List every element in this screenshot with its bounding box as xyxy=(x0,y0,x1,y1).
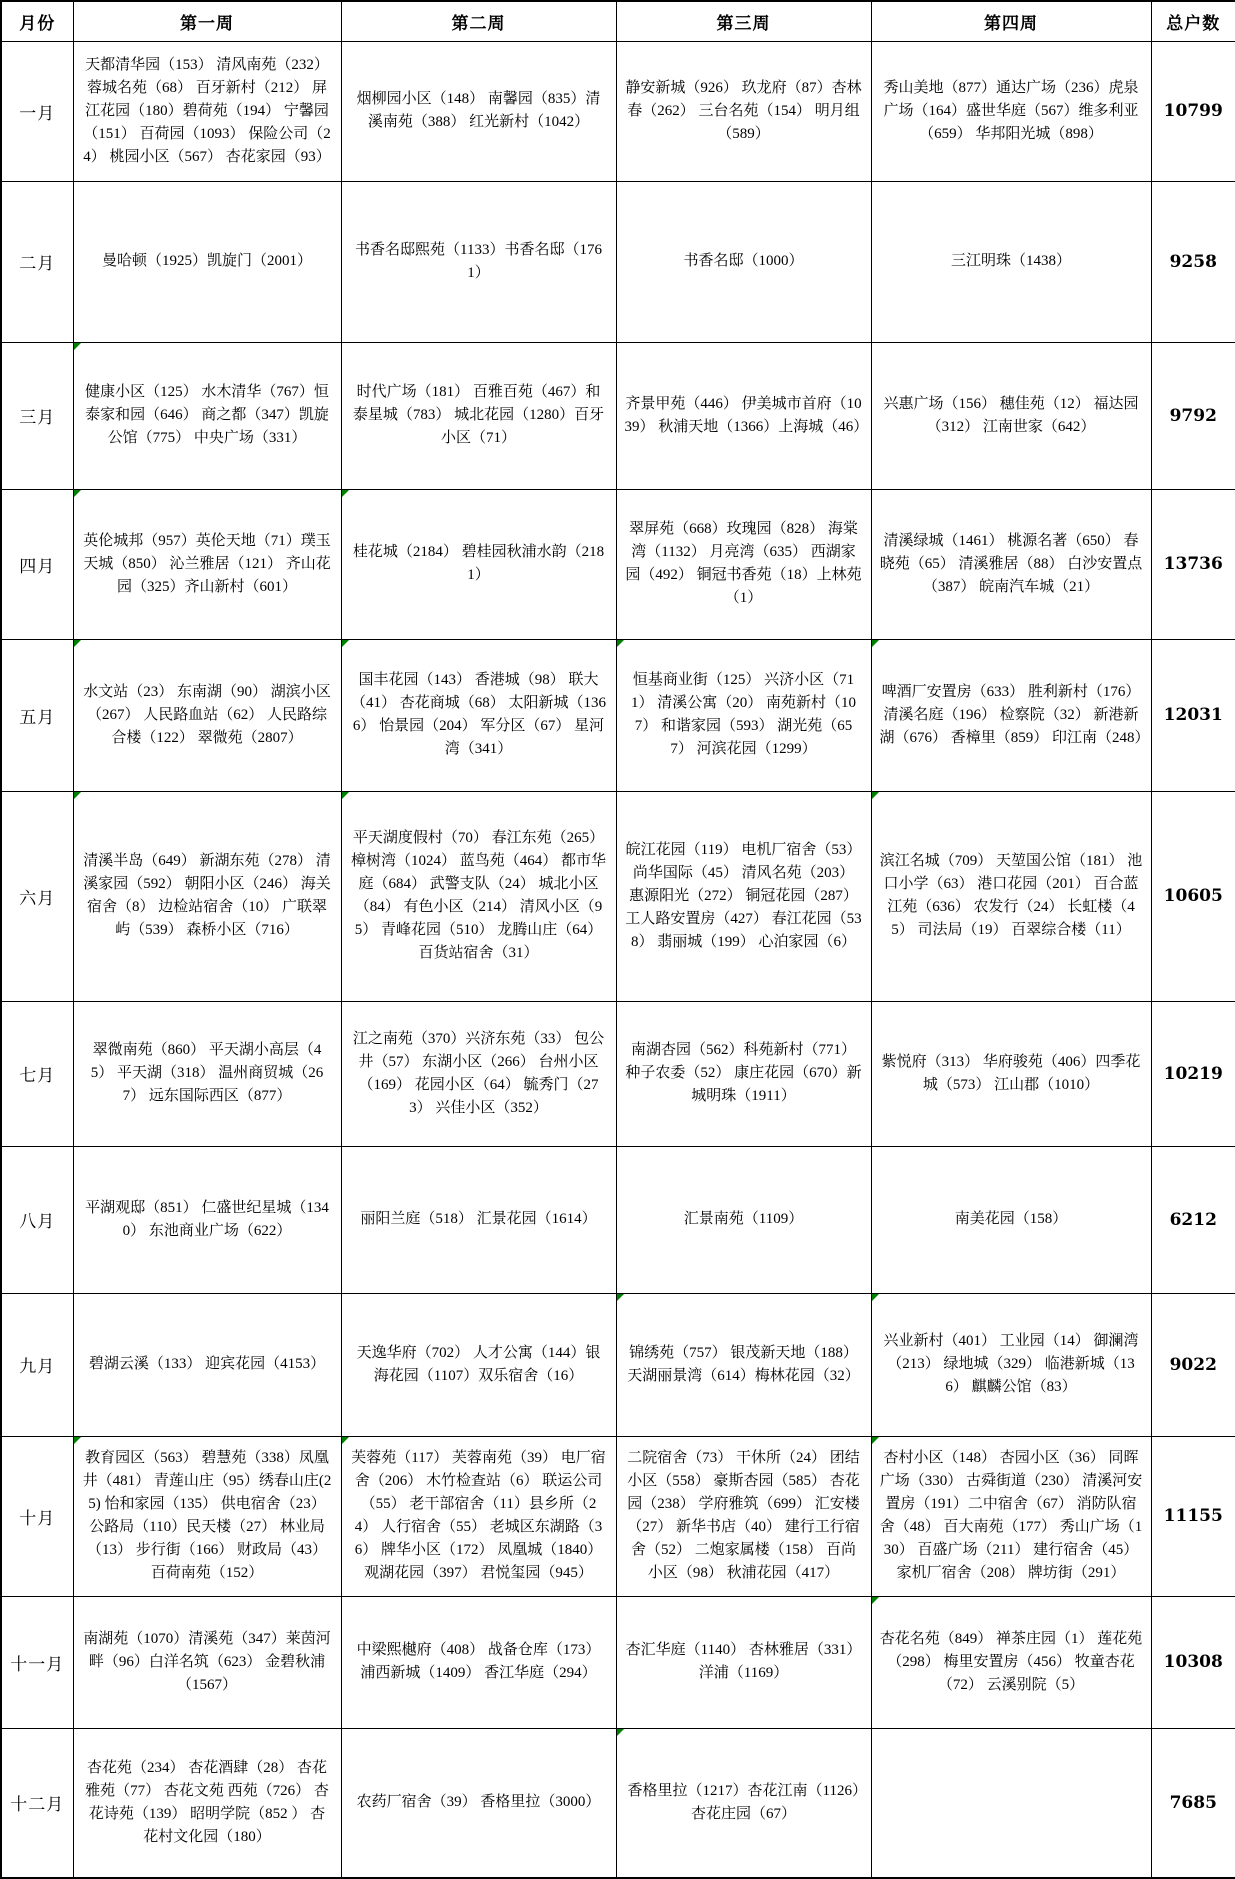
total-households-cell[interactable] xyxy=(1151,1146,1235,1293)
table-row xyxy=(1,1146,1235,1293)
week-4-communities: 杏村小区（148） 杏园小区（36） 同晖广场（330） 古舜街道（230） 清溪河安置房（191）二中宿舍（67） 消防队宿舍（48） 百大南苑（177） 秀山广场（130） 百盛广场（211） 建行宿舍（45） 家机厂宿舍（208） 牌坊街（291） xyxy=(879,1450,1143,1581)
week-2-communities: 烟柳园小区（148） 南馨园（835）清溪南苑（388） 红光新村（1042） xyxy=(356,91,601,130)
week-3-cell[interactable] xyxy=(616,639,871,791)
total-households-value: 10219 xyxy=(1163,1063,1223,1084)
comment-flag-icon xyxy=(872,1597,879,1604)
total-households-value: 11155 xyxy=(1163,1506,1223,1526)
week-1-cell[interactable] xyxy=(73,41,341,181)
week-4-cell[interactable] xyxy=(871,1001,1151,1146)
month-label: 十一月 xyxy=(10,1654,65,1674)
week-1-communities: 天都清华园（153） 清风南苑（232） 蓉城名苑（68） 百牙新村（212） 屏江花园（180）碧荷苑（194） 宁馨园（151） 百荷园（1093） 保险公司（24） 桃园小区（567） 杏花家园（93） xyxy=(83,56,331,165)
total-households-cell[interactable] xyxy=(1151,639,1235,791)
comment-flag-icon xyxy=(342,1437,349,1444)
total-households-value: 6212 xyxy=(1169,1209,1217,1230)
table-row xyxy=(1,1001,1235,1146)
week-4-cell[interactable] xyxy=(871,1146,1151,1293)
comment-flag-icon xyxy=(872,1294,879,1301)
week-4-cell[interactable] xyxy=(871,639,1151,791)
week-1-cell[interactable] xyxy=(73,1001,341,1146)
week-4-communities: 南美花园（158） xyxy=(954,1211,1068,1227)
comment-flag-icon xyxy=(872,792,879,799)
week-3-cell[interactable] xyxy=(616,41,871,181)
month-cell[interactable] xyxy=(1,489,73,639)
comment-flag-icon xyxy=(74,343,81,350)
comment-flag-icon xyxy=(872,1437,879,1444)
week-2-communities: 书香名邸熙苑（1133）书香名邸（1761） xyxy=(355,241,602,281)
month-label: 十二月 xyxy=(10,1795,65,1815)
week-2-communities: 桂花城（2184） 碧桂园秋浦水韵（2181） xyxy=(352,544,605,583)
table-body xyxy=(1,41,1235,1878)
table-header xyxy=(1,1,1235,41)
month-cell[interactable] xyxy=(1,181,73,342)
month-cell[interactable] xyxy=(1,1146,73,1293)
week-1-communities: 杏花苑（234） 杏花酒肆（28） 杏花雅苑（77） 杏花文苑 西苑（726） 杏花诗苑（139） 昭明学院（852 ） 杏花村文化园（180） xyxy=(85,1759,329,1845)
week-2-communities: 国丰花园（143） 香港城（98） 联大（41） 杏花商城（68） 太阳新城（1366） 怡景园（204） 军分区（67） 星河湾（341） xyxy=(350,672,606,757)
month-cell[interactable] xyxy=(1,1001,73,1146)
week-3-communities: 书香名邸（1000） xyxy=(683,253,804,269)
header-week-2: 第二周 xyxy=(341,1,616,41)
week-1-communities: 水文站（23） 东南湖（90） 湖滨小区（267） 人民路血站（62） 人民路综合楼（122） 翠微苑（2807） xyxy=(83,683,331,746)
month-label: 十月 xyxy=(19,1508,56,1528)
month-cell[interactable] xyxy=(1,1436,73,1596)
week-4-cell[interactable] xyxy=(871,342,1151,489)
week-1-communities: 英伦城邦（957）英伦天地（71）璞玉天城（850） 沁兰雅居（121） 齐山花园（325）齐山新村（601） xyxy=(83,532,331,595)
week-2-communities: 时代广场（181） 百雅百苑（467）和泰星城（783） 城北花园（1280）百牙小区（71） xyxy=(352,384,605,446)
week-4-communities: 杏花名苑（849） 禅茶庄园（1） 莲花苑（298） 梅里安置房（456） 牧童杏花（72） 云溪别院（5） xyxy=(879,1630,1143,1693)
comment-flag-icon xyxy=(74,490,81,497)
week-3-communities: 静安新城（926） 玖龙府（87）杏林春（262） 三台名苑（154） 明月组（589） xyxy=(625,79,862,142)
week-3-cell[interactable] xyxy=(616,1728,871,1878)
table-row xyxy=(1,639,1235,791)
week-1-cell[interactable] xyxy=(73,1293,341,1436)
comment-flag-icon xyxy=(74,640,81,647)
table-row xyxy=(1,41,1235,181)
week-4-cell[interactable] xyxy=(871,1293,1151,1436)
week-4-communities: 兴惠广场（156） 穗佳苑（12） 福达园（312） 江南世家（642） xyxy=(883,395,1139,435)
week-2-communities: 江之南苑（370）兴济东苑（33） 包公井（57） 东湖小区（266） 台州小区（169） 花园小区（64） 毓秀门（273） 兴佳小区（352） xyxy=(352,1030,605,1116)
week-1-cell[interactable] xyxy=(73,1728,341,1878)
table-row xyxy=(1,791,1235,1001)
week-3-cell[interactable] xyxy=(616,1436,871,1596)
month-label: 八月 xyxy=(19,1212,56,1231)
week-2-cell[interactable] xyxy=(341,1001,616,1146)
week-4-cell[interactable] xyxy=(871,489,1151,639)
week-2-communities: 天逸华府（702） 人才公寓（144）银海花园（1107）双乐宿舍（16） xyxy=(356,1344,601,1384)
month-cell[interactable] xyxy=(1,1596,73,1728)
week-2-communities: 丽阳兰庭（518） 汇景花园（1614） xyxy=(360,1211,597,1227)
week-2-cell[interactable] xyxy=(341,791,616,1001)
week-2-cell[interactable] xyxy=(341,41,616,181)
total-households-value: 12031 xyxy=(1163,705,1223,725)
month-label: 七月 xyxy=(19,1066,56,1085)
week-3-communities: 南湖杏园（562）科苑新村（771）种子农委（52） 康庄花园（670）新城明珠（1911） xyxy=(625,1042,862,1104)
week-4-communities: 秀山美地（877）通达广场（236）虎泉广场（164）盛世华庭（567）维多利亚（659） 华邦阳光城（898） xyxy=(883,79,1139,142)
week-4-cell[interactable] xyxy=(871,41,1151,181)
table-row xyxy=(1,181,1235,342)
total-households-cell[interactable] xyxy=(1151,1728,1235,1878)
week-1-communities: 教育园区（563） 碧慧苑（338）凤凰井（481） 青莲山庄（95）绣春山庄(25) 怡和家园（135） 供电宿舍（23） 公路局（110）民天楼（27） 林业局（13） 步行街（166） 财政局（43） 百荷南苑（152） xyxy=(82,1450,332,1581)
week-3-communities: 恒基商业街（125） 兴济小区（711） 清溪公寓（20） 南苑新村（107） 和谐家园（593） 湖光苑（657） 河滨花园（1299） xyxy=(630,672,856,757)
week-1-cell[interactable] xyxy=(73,489,341,639)
week-3-cell[interactable] xyxy=(616,342,871,489)
total-households-value: 9022 xyxy=(1169,1354,1217,1375)
week-4-cell[interactable] xyxy=(871,791,1151,1001)
week-1-cell[interactable] xyxy=(73,639,341,791)
week-3-communities: 齐景甲苑（446） 伊美城市首府（1039） 秋浦天地（1366）上海城（46） xyxy=(624,395,869,435)
total-households-value: 10308 xyxy=(1163,1652,1223,1672)
total-households-value: 7685 xyxy=(1169,1792,1217,1813)
week-1-cell[interactable] xyxy=(73,1436,341,1596)
month-cell[interactable] xyxy=(1,791,73,1001)
header-total-households: 总户数 xyxy=(1151,1,1235,41)
week-1-communities: 碧湖云溪（133） 迎宾花园（4153） xyxy=(88,1356,326,1372)
week-3-cell[interactable] xyxy=(616,1001,871,1146)
month-cell[interactable] xyxy=(1,342,73,489)
total-households-cell[interactable] xyxy=(1151,41,1235,181)
week-3-cell[interactable] xyxy=(616,1146,871,1293)
table-row xyxy=(1,1293,1235,1436)
month-label: 三月 xyxy=(19,408,56,427)
week-2-cell[interactable] xyxy=(341,1728,616,1878)
week-1-cell[interactable] xyxy=(73,342,341,489)
comment-flag-icon xyxy=(617,1729,624,1736)
week-3-communities: 二院宿舍（73） 干休所（24） 团结小区（558） 豪斯杏园（585） 杏花园（238） 学府雅筑（699） 汇安楼（27） 新华书店（40） 建行工行宿舍（52） 二炮家属楼（158） 百尚小区（98） 秋浦花园（417） xyxy=(627,1450,860,1581)
week-2-cell[interactable] xyxy=(341,342,616,489)
total-households-cell[interactable] xyxy=(1151,342,1235,489)
week-3-cell[interactable] xyxy=(616,1596,871,1728)
week-1-cell[interactable] xyxy=(73,181,341,342)
month-label: 二月 xyxy=(19,254,56,273)
total-households-value: 9792 xyxy=(1169,405,1217,426)
total-households-cell[interactable] xyxy=(1151,1001,1235,1146)
month-cell[interactable] xyxy=(1,1293,73,1436)
week-4-communities: 三江明珠（1438） xyxy=(950,253,1071,269)
week-2-cell[interactable] xyxy=(341,1146,616,1293)
total-households-cell[interactable] xyxy=(1151,1293,1235,1436)
week-4-cell[interactable] xyxy=(871,1596,1151,1728)
week-4-communities: 滨江名城（709） 天堃国公馆（181） 池口小学（63） 港口花园（201） 百合蓝江苑（636） 农发行（24） 长虹楼（45） 司法局（19） 百翠综合楼（11） xyxy=(879,853,1143,938)
week-2-communities: 中梁熙樾府（408） 战备仓库（173）浦西新城（1409） 香江华庭（294） xyxy=(356,1642,601,1681)
header-week-3: 第三周 xyxy=(616,1,871,41)
total-households-value: 9258 xyxy=(1169,251,1217,272)
week-1-communities: 南湖苑（1070）清溪苑（347）莱茵河畔（96）白洋名筑（623） 金碧秋浦（1567） xyxy=(83,1630,331,1693)
week-2-cell[interactable] xyxy=(341,1436,616,1596)
comment-flag-icon xyxy=(74,1437,81,1444)
total-households-value: 10799 xyxy=(1163,101,1223,121)
week-1-communities: 清溪半岛（649） 新湖东苑（278） 清溪家园（592） 朝阳小区（246） 海关宿舍（8） 边检站宿舍（10） 广联翠屿（539） 森桥小区（716） xyxy=(83,853,331,938)
week-2-cell[interactable] xyxy=(341,1596,616,1728)
week-2-communities: 农药厂宿舍（39） 香格里拉（3000） xyxy=(356,1794,601,1811)
header-row xyxy=(1,1,1235,41)
comment-flag-icon xyxy=(342,792,349,799)
week-3-communities: 杏汇华庭（1140） 杏林雅居（331） 洋浦（1169） xyxy=(625,1642,862,1681)
header-week-4: 第四周 xyxy=(871,1,1151,41)
week-1-cell[interactable] xyxy=(73,791,341,1001)
month-cell[interactable] xyxy=(1,41,73,181)
week-2-cell[interactable] xyxy=(341,181,616,342)
comment-flag-icon xyxy=(872,640,879,647)
week-4-cell[interactable] xyxy=(871,1728,1151,1878)
week-2-cell[interactable] xyxy=(341,489,616,639)
week-1-communities: 健康小区（125） 水木清华（767）恒泰家和园（646） 商之都（347）凯旋公馆（775） 中央广场（331） xyxy=(85,384,329,446)
total-households-cell[interactable] xyxy=(1151,1596,1235,1728)
header-week-1: 第一周 xyxy=(73,1,341,41)
total-households-value: 13736 xyxy=(1163,554,1223,574)
month-cell[interactable] xyxy=(1,639,73,791)
week-4-communities: 紫悦府（313） 华府骏苑（406）四季花城（573） 江山郡（1010） xyxy=(881,1053,1141,1093)
table-row xyxy=(1,1728,1235,1878)
week-4-cell[interactable] xyxy=(871,1436,1151,1596)
table-row xyxy=(1,342,1235,489)
week-2-communities: 平天湖度假村（70） 春江东苑（265） 樟树湾（1024） 蓝鸟苑（464） 都市华庭（684） 武警支队（24） 城北小区（84） 有色小区（214） 清风小区（95） 青峰花园（510） 龙腾山庄（64） 百货站宿舍（31） xyxy=(350,830,606,961)
week-4-cell[interactable] xyxy=(871,181,1151,342)
week-1-communities: 曼哈顿（1925）凯旋门（2001） xyxy=(101,253,312,269)
week-3-communities: 汇景南苑（1109） xyxy=(683,1211,804,1227)
comment-flag-icon xyxy=(342,490,349,497)
week-3-cell[interactable] xyxy=(616,791,871,1001)
comment-flag-icon xyxy=(342,640,349,647)
header-month: 月份 xyxy=(1,1,73,41)
week-1-cell[interactable] xyxy=(73,1146,341,1293)
week-2-cell[interactable] xyxy=(341,639,616,791)
week-3-cell[interactable] xyxy=(616,1293,871,1436)
total-households-cell[interactable] xyxy=(1151,1436,1235,1596)
week-3-communities: 香格里拉（1217）杏花江南（1126）杏花庄园（67） xyxy=(627,1782,860,1822)
month-cell[interactable] xyxy=(1,1728,73,1878)
week-1-communities: 翠微南苑（860） 平天湖小高层（45） 平天湖（318） 温州商贸城（267） 远东国际西区（877） xyxy=(90,1042,324,1104)
week-1-cell[interactable] xyxy=(73,1596,341,1728)
total-households-value: 10605 xyxy=(1163,886,1223,906)
month-label: 一月 xyxy=(19,103,56,123)
comment-flag-icon xyxy=(617,640,624,647)
table-row xyxy=(1,1436,1235,1596)
week-3-cell[interactable] xyxy=(616,489,871,639)
week-2-cell[interactable] xyxy=(341,1293,616,1436)
week-3-cell[interactable] xyxy=(616,181,871,342)
total-households-cell[interactable] xyxy=(1151,489,1235,639)
table-row xyxy=(1,489,1235,639)
week-4-communities: 兴业新村（401） 工业园（14） 御澜湾（213） 绿地城（329） 临港新城（136） 麒麟公馆（83） xyxy=(883,1333,1139,1395)
total-households-cell[interactable] xyxy=(1151,791,1235,1001)
week-4-communities: 清溪绿城（1461） 桃源名著（650） 春晓苑（65） 清溪雅居（88） 白沙安置点（387） 皖南汽车城（21） xyxy=(879,532,1143,595)
month-label: 四月 xyxy=(19,556,56,576)
month-label: 六月 xyxy=(19,888,56,908)
week-4-communities: 啤酒厂安置房（633） 胜利新村（176） 清溪名庭（196） 检察院（32） 新港新湖（676） 香樟里（859） 印江南（248） xyxy=(879,683,1150,746)
week-2-communities: 芙蓉苑（117） 芙蓉南苑（39） 电厂宿舍（206） 木竹检查站（6） 联运公司（55） 老干部宿舍（11）县乡所（24） 人行宿舍（55） 老城区东湖路（36） 牌华小区（172） 凤凰城（1840） 观湖花园（397） 君悦玺园（945） xyxy=(351,1450,606,1581)
total-households-cell[interactable] xyxy=(1151,181,1235,342)
week-1-communities: 平湖观邸（851） 仁盛世纪星城（1340） 东池商业广场（622） xyxy=(85,1199,329,1239)
month-label: 九月 xyxy=(19,1357,56,1376)
week-3-communities: 皖江花园（119） 电机厂宿舍（53） 尚华国际（45） 清风名苑（203） 惠源阳光（272） 铜冠花园（287） 工人路安置房（427） 春江花园（538） 翡丽城（199） 心泊家园（6） xyxy=(625,841,862,950)
week-3-communities: 翠屏苑（668）玫瑰园（828） 海棠湾（1132） 月亮湾（635） 西湖家园（492） 铜冠书香苑（18）上林苑（1） xyxy=(625,521,862,606)
week-3-communities: 锦绣苑（757） 银茂新天地（188） 天湖丽景湾（614）梅林花园（32） xyxy=(627,1344,860,1384)
comment-flag-icon xyxy=(74,792,81,799)
comment-flag-icon xyxy=(617,1294,624,1301)
table-row xyxy=(1,1596,1235,1728)
month-label: 五月 xyxy=(19,707,56,727)
